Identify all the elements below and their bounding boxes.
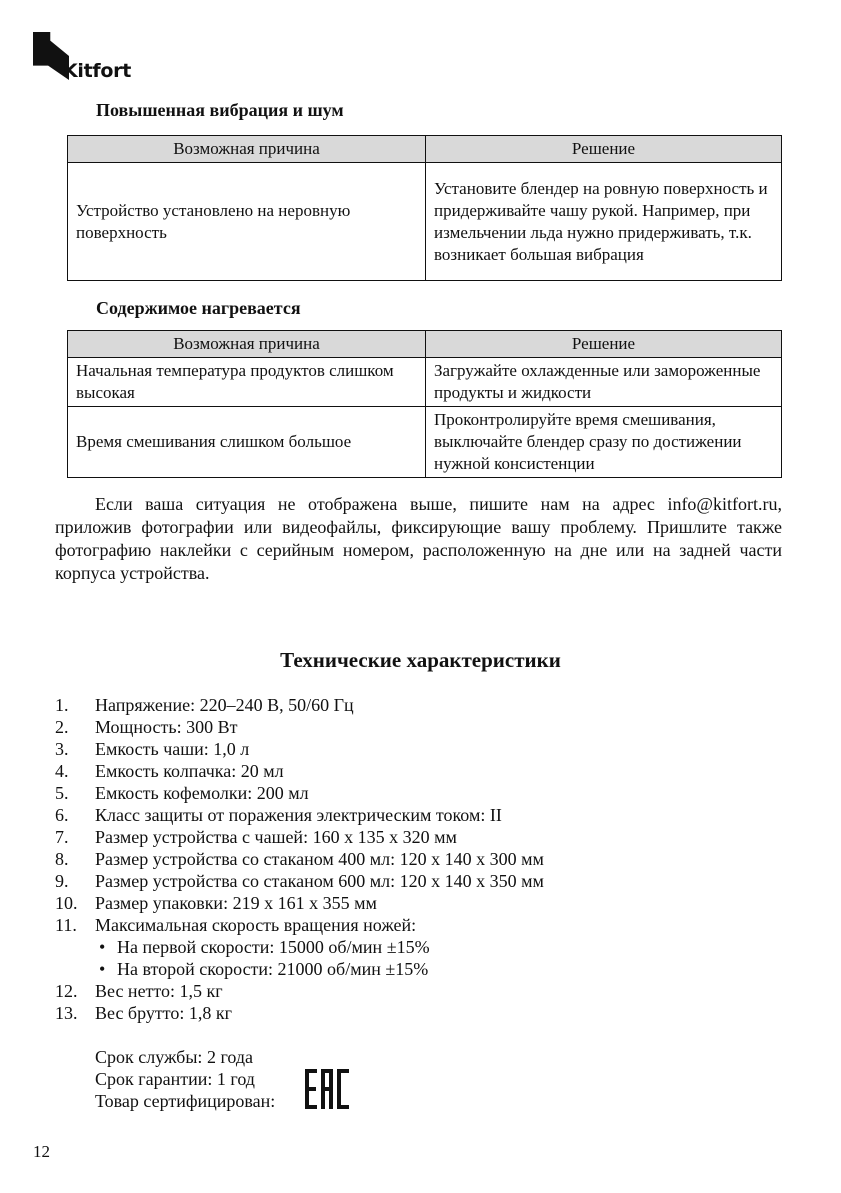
cause-cell: Время смешивания слишком большое bbox=[68, 407, 426, 478]
vibration-table bbox=[67, 135, 782, 281]
list-item: 8. Размер устройства со стаканом 400 мл: 120 x 140 x 300 мм bbox=[55, 849, 544, 869]
specs-title: Технические характеристики bbox=[280, 648, 561, 672]
header-solution: Решение bbox=[426, 331, 782, 358]
list-item: 5. Емкость кофемолки: 200 мл bbox=[55, 783, 309, 803]
brand-name: Kitfort bbox=[63, 60, 131, 82]
bullet-item: • На первой скорости: 15000 об/мин ±15% bbox=[95, 936, 544, 958]
certification-label: Товар сертифицирован: bbox=[95, 1091, 276, 1111]
speed-bullets bbox=[95, 936, 544, 980]
list-item: 11. Максимальная скорость вращения ножей: • На первой скорости: 15000 об/мин ±15% • На второй скорости: 21000 об/мин ±15% bbox=[55, 914, 544, 980]
contact-paragraph bbox=[55, 493, 782, 585]
list-item: 12. Вес нетто: 1,5 кг bbox=[55, 981, 223, 1001]
solution-cell: Загружайте охлажденные или замороженные продукты и жидкости bbox=[426, 358, 782, 407]
list-item: 6. Класс защиты от поражения электрическим током: II bbox=[55, 805, 502, 825]
list-item: 13. Вес брутто: 1,8 кг bbox=[55, 1003, 232, 1023]
bullet-item: • На второй скорости: 21000 об/мин ±15% bbox=[95, 958, 544, 980]
header-cause: Возможная причина bbox=[68, 136, 426, 163]
solution-cell: Установите блендер на ровную поверхность и придерживайте чашу рукой. Например, при измельчении льда нужно придерживать, т.к. возникает большая вибрация bbox=[426, 163, 782, 281]
header-cause: Возможная причина bbox=[68, 331, 426, 358]
cause-cell: Начальная температура продуктов слишком высокая bbox=[68, 358, 426, 407]
solution-cell: Проконтролируйте время смешивания, выключайте блендер сразу по достижении нужной консистенции bbox=[426, 407, 782, 478]
list-item: 2. Мощность: 300 Вт bbox=[55, 717, 238, 737]
kitfort-logo bbox=[33, 32, 143, 84]
cause-cell: Устройство установлено на неровную поверхность bbox=[68, 163, 426, 281]
warranty-period: Срок гарантии: 1 год bbox=[95, 1069, 255, 1089]
list-item: 9. Размер устройства со стаканом 600 мл: 120 x 140 x 350 мм bbox=[55, 871, 544, 891]
service-life: Срок службы: 2 года bbox=[95, 1047, 254, 1067]
table-header-row bbox=[68, 331, 782, 358]
contact-paragraph-text: Если ваша ситуация не отображена выше, пишите нам на адрес info@kitfort.ru, приложив фотографии или видеофайлы, фиксирующие вашу проблему. Пришлите также фотографию наклейки с серийным номером, расположенную на дне или на задней части корпуса устройства. bbox=[55, 494, 782, 583]
heating-section-title: Содержимое нагревается bbox=[96, 298, 301, 318]
list-item: 1. Напряжение: 220–240 В, 50/60 Гц bbox=[55, 695, 354, 715]
list-item: 7. Размер устройства с чашей: 160 x 135 x 320 мм bbox=[55, 827, 457, 847]
service-info bbox=[95, 1046, 275, 1112]
header-solution: Решение bbox=[426, 136, 782, 163]
table-row bbox=[68, 407, 782, 478]
heating-table bbox=[67, 330, 782, 478]
list-item: 4. Емкость колпачка: 20 мл bbox=[55, 761, 284, 781]
table-header-row bbox=[68, 136, 782, 163]
table-row bbox=[68, 163, 782, 281]
list-item: 3. Емкость чаши: 1,0 л bbox=[55, 739, 250, 759]
specs-list bbox=[55, 694, 544, 1024]
vibration-section-title: Повышенная вибрация и шум bbox=[96, 100, 344, 120]
list-item: 10. Размер упаковки: 219 x 161 x 355 мм bbox=[55, 893, 377, 913]
eac-mark-icon bbox=[305, 1069, 349, 1109]
table-row bbox=[68, 358, 782, 407]
page-number: 12 bbox=[33, 1142, 50, 1161]
